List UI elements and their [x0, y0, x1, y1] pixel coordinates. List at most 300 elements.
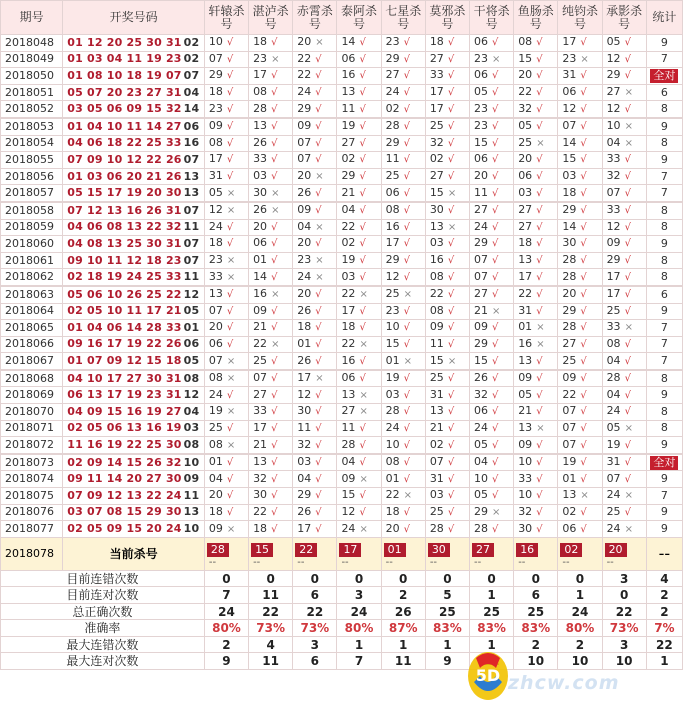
summary-value-cell [425, 587, 469, 604]
stat-value: 9 [660, 388, 668, 402]
kill-number: 18 [429, 35, 444, 49]
summary-value-cell [293, 570, 337, 587]
summary-value-cell [646, 653, 682, 670]
wrong-mark-icon: × [226, 271, 236, 283]
kill-number: 16 [429, 253, 444, 267]
correct-mark-icon: √ [226, 87, 234, 99]
correct-mark-icon: √ [271, 221, 278, 233]
correct-mark-icon: √ [447, 70, 455, 82]
kill-number: 01 [562, 471, 577, 485]
kill-number: 19 [606, 437, 621, 451]
kill-prediction-cell [470, 118, 514, 135]
kill-number: 28 [385, 404, 400, 418]
draw-numbers-cell [63, 437, 205, 454]
current-stat-dash: -- [658, 544, 671, 564]
current-kill-number: 22 [295, 543, 317, 557]
kill-number: 31 [208, 169, 223, 183]
red-balls: 09 16 17 19 22 26 [67, 337, 182, 351]
kill-number: 28 [562, 320, 577, 334]
wrong-mark-icon: × [359, 406, 368, 418]
draw-numbers-cell [63, 252, 205, 269]
kill-number: 32 [297, 437, 312, 451]
correct-mark-icon: √ [403, 457, 410, 469]
issue-number: 2018076 [5, 505, 54, 519]
summary-value-cell [204, 587, 248, 604]
kill-number: 29 [208, 68, 223, 82]
kill-prediction-cell [425, 68, 469, 85]
kill-prediction-cell [204, 437, 248, 454]
kill-number: 17 [562, 35, 577, 49]
kill-prediction-cell [204, 404, 248, 421]
correct-mark-icon: √ [447, 255, 455, 267]
kill-number: 32 [518, 504, 533, 518]
kill-number: 22 [253, 336, 268, 350]
kill-prediction-cell [293, 420, 337, 437]
table-row [1, 504, 683, 521]
kill-number: 17 [208, 152, 223, 166]
kill-prediction-cell [470, 437, 514, 454]
wrong-mark-icon: × [271, 289, 280, 301]
summary-value-cell [558, 587, 602, 604]
stat-cell [646, 404, 682, 421]
summary-value: 0 [487, 571, 496, 586]
kill-prediction-cell [602, 286, 646, 303]
header-3 [249, 1, 293, 35]
correct-mark-icon: √ [271, 171, 278, 183]
kill-number: 27 [562, 336, 577, 350]
correct-mark-icon: √ [271, 37, 278, 49]
summary-label: 准确率 [84, 621, 121, 636]
table-row [1, 454, 683, 471]
correct-mark-icon: √ [359, 322, 366, 334]
current-kill-cell [602, 537, 646, 570]
kill-prediction-cell [337, 185, 381, 202]
issue-number: 2018050 [5, 68, 54, 82]
kill-prediction-cell [249, 336, 293, 353]
stat-value: 7 [660, 354, 668, 368]
current-kill-result: -- [341, 556, 349, 568]
kill-number: 05 [518, 119, 533, 133]
correct-mark-icon: √ [492, 255, 499, 267]
kill-number: 24 [297, 269, 312, 283]
kill-prediction-cell [425, 437, 469, 454]
kill-prediction-cell [337, 404, 381, 421]
correct-mark-icon: √ [359, 70, 366, 82]
table-row [1, 152, 683, 169]
correct-mark-icon: √ [580, 238, 587, 250]
summary-value-cell [337, 603, 381, 620]
kill-number: 11 [297, 420, 312, 434]
kill-number: 07 [297, 135, 312, 149]
summary-value: 26 [394, 604, 412, 619]
draw-numbers-cell [63, 152, 205, 169]
wrong-mark-icon: × [315, 221, 324, 233]
correct-mark-icon: √ [447, 121, 455, 133]
correct-mark-icon: √ [359, 53, 366, 65]
summary-label-cell [1, 653, 205, 670]
table-row [1, 219, 683, 236]
kill-number: 22 [518, 85, 533, 99]
kill-prediction-cell [514, 219, 558, 236]
kill-prediction-cell [470, 504, 514, 521]
summary-value: 3 [619, 571, 629, 586]
issue-number: 2018067 [5, 354, 54, 368]
kill-prediction-cell [381, 135, 425, 152]
summary-row [1, 587, 683, 604]
wrong-mark-icon: × [624, 490, 633, 502]
kill-prediction-cell [381, 168, 425, 185]
summary-value-cell [514, 620, 558, 637]
summary-value-cell [381, 636, 425, 653]
kill-number: 20 [297, 236, 312, 250]
table-row [1, 521, 683, 538]
stat-cell [646, 353, 682, 370]
kill-number: 32 [253, 471, 268, 485]
issue-number: 2018065 [5, 320, 54, 334]
kill-prediction-cell [558, 101, 602, 118]
wrong-mark-icon: × [271, 53, 280, 65]
kill-number: 22 [341, 219, 356, 233]
stat-value: 9 [660, 472, 668, 486]
correct-mark-icon: √ [580, 523, 587, 535]
kill-number: 29 [562, 303, 577, 317]
kill-prediction-cell [470, 370, 514, 387]
draw-numbers-cell [63, 387, 205, 404]
correct-mark-icon: √ [624, 289, 631, 301]
kill-prediction-cell [204, 320, 248, 337]
stat-cell [646, 236, 682, 253]
correct-mark-icon: √ [359, 121, 366, 133]
correct-mark-icon: √ [580, 373, 587, 385]
kill-number: 18 [385, 504, 400, 518]
kill-prediction-cell [425, 521, 469, 538]
blue-ball: 04 [183, 85, 200, 99]
summary-value: 0 [354, 571, 364, 586]
header-line: 号 [618, 16, 631, 31]
kill-number: 07 [208, 51, 223, 65]
correct-mark-icon: √ [226, 305, 234, 317]
kill-prediction-cell [249, 51, 293, 68]
kill-number: 23 [253, 51, 268, 65]
kill-number: 13 [341, 387, 356, 401]
stat-cell [646, 202, 682, 219]
kill-number: 13 [429, 404, 444, 418]
kill-number: 22 [341, 287, 356, 301]
kill-number: 15 [474, 135, 488, 149]
wrong-mark-icon: × [624, 322, 633, 334]
kill-prediction-cell [249, 437, 293, 454]
correct-mark-icon: √ [447, 473, 455, 485]
kill-prediction-cell [249, 320, 293, 337]
kill-prediction-cell [425, 135, 469, 152]
correct-mark-icon: √ [271, 322, 278, 334]
kill-number: 04 [341, 455, 356, 469]
draw-numbers-cell [63, 101, 205, 118]
correct-mark-icon: √ [580, 205, 587, 217]
kill-prediction-cell [514, 84, 558, 101]
kill-prediction-cell [470, 219, 514, 236]
draw-numbers-cell [63, 454, 205, 471]
summary-label-cell [1, 587, 205, 604]
table-row [1, 118, 683, 135]
kill-number: 28 [474, 521, 488, 535]
issue-number: 2018068 [5, 371, 54, 385]
kill-number: 24 [474, 420, 488, 434]
kill-prediction-cell [381, 202, 425, 219]
kill-number: 27 [429, 169, 444, 183]
blue-ball: 07 [183, 236, 200, 250]
kill-number: 09 [341, 471, 356, 485]
summary-value: 25 [527, 604, 545, 619]
kill-number: 27 [253, 387, 268, 401]
kill-number: 08 [253, 85, 268, 99]
kill-prediction-cell [249, 219, 293, 236]
correct-mark-icon: √ [580, 305, 587, 317]
kill-number: 25 [385, 287, 400, 301]
kill-prediction-cell [470, 420, 514, 437]
issue-number: 2018063 [5, 287, 54, 301]
watermark-text: zhcw.com [508, 672, 620, 694]
kill-number: 25 [562, 353, 577, 367]
correct-mark-icon: √ [580, 506, 587, 518]
kill-number: 06 [341, 51, 356, 65]
kill-number: 20 [385, 521, 400, 535]
draw-numbers-cell [63, 68, 205, 85]
kill-number: 08 [429, 303, 444, 317]
summary-label-cell [1, 570, 205, 587]
summary-value: 9 [443, 654, 452, 669]
kill-prediction-cell [470, 471, 514, 488]
wrong-mark-icon: × [536, 422, 545, 434]
kill-prediction-cell [249, 118, 293, 135]
all-correct-badge: 全对 [650, 69, 678, 83]
summary-value-cell [514, 587, 558, 604]
kill-prediction-cell [249, 488, 293, 505]
correct-mark-icon: √ [403, 506, 410, 518]
correct-mark-icon: √ [624, 373, 631, 385]
header-line: 泰阿杀 [341, 3, 378, 18]
correct-mark-icon: √ [271, 271, 278, 283]
current-kill-result: -- [518, 556, 526, 568]
red-balls: 04 09 15 16 19 27 [67, 404, 182, 418]
kill-number: 05 [474, 437, 488, 451]
kill-number: 23 [562, 51, 577, 65]
kill-prediction-cell [381, 353, 425, 370]
kill-number: 16 [341, 68, 356, 82]
header-7 [425, 1, 469, 35]
kill-prediction-cell [337, 68, 381, 85]
kill-prediction-cell [470, 185, 514, 202]
wrong-mark-icon: × [315, 171, 324, 183]
kill-prediction-cell [558, 219, 602, 236]
kill-number: 11 [429, 336, 444, 350]
summary-value-cell [425, 603, 469, 620]
summary-value-cell [558, 636, 602, 653]
kill-prediction-cell [425, 152, 469, 169]
kill-prediction-cell [204, 252, 248, 269]
correct-mark-icon: √ [271, 523, 278, 535]
summary-label: 最大连错次数 [66, 637, 139, 652]
table-row [1, 185, 683, 202]
kill-prediction-cell [204, 387, 248, 404]
wrong-mark-icon: × [226, 406, 236, 418]
header-8 [470, 1, 514, 35]
correct-mark-icon: √ [315, 187, 322, 199]
correct-mark-icon: √ [359, 103, 366, 115]
correct-mark-icon: √ [447, 439, 455, 451]
kill-number: 07 [253, 371, 268, 385]
kill-number: 18 [208, 236, 223, 250]
kill-prediction-cell [558, 202, 602, 219]
correct-mark-icon: √ [447, 406, 455, 418]
header-line: 承影杀 [606, 3, 643, 18]
kill-number: 33 [253, 152, 268, 166]
stat-cell [646, 320, 682, 337]
correct-mark-icon: √ [315, 103, 322, 115]
kill-prediction-cell [514, 101, 558, 118]
kill-prediction-cell [558, 51, 602, 68]
kill-prediction-cell [425, 51, 469, 68]
table-row [1, 269, 683, 286]
blue-ball: 11 [183, 488, 200, 502]
kill-number: 20 [253, 219, 268, 233]
kill-prediction-cell [514, 118, 558, 135]
summary-value: 2 [660, 588, 669, 603]
kill-prediction-cell [293, 370, 337, 387]
kill-prediction-cell [425, 84, 469, 101]
kill-number: 08 [208, 371, 223, 385]
kill-number: 25 [385, 169, 400, 183]
correct-mark-icon: √ [271, 457, 278, 469]
wrong-mark-icon: × [536, 338, 545, 350]
kill-number: 28 [341, 437, 356, 451]
correct-mark-icon: √ [536, 238, 543, 250]
kill-prediction-cell [558, 420, 602, 437]
issue-cell [1, 488, 63, 505]
kill-prediction-cell [514, 521, 558, 538]
kill-prediction-cell [602, 488, 646, 505]
kill-prediction-cell [558, 84, 602, 101]
stat-cell [646, 303, 682, 320]
kill-prediction-cell [204, 269, 248, 286]
wrong-mark-icon: × [226, 439, 236, 451]
kill-prediction-cell [602, 68, 646, 85]
correct-mark-icon: √ [403, 70, 410, 82]
kill-prediction-cell [249, 471, 293, 488]
correct-mark-icon: √ [580, 457, 587, 469]
current-kill-result: -- [562, 556, 570, 568]
kill-prediction-cell [293, 320, 337, 337]
kill-prediction-cell [293, 286, 337, 303]
correct-mark-icon: √ [359, 154, 366, 166]
kill-prediction-cell [470, 488, 514, 505]
correct-mark-icon: √ [271, 154, 278, 166]
header-line: 干将杀 [473, 3, 510, 18]
kill-prediction-cell [470, 454, 514, 471]
wrong-mark-icon: × [447, 187, 457, 199]
kill-number: 33 [518, 471, 533, 485]
summary-value: 2 [531, 637, 540, 652]
kill-prediction-cell [514, 320, 558, 337]
correct-mark-icon: √ [492, 87, 499, 99]
kill-number: 04 [208, 471, 223, 485]
correct-mark-icon: √ [536, 53, 543, 65]
table-row [1, 135, 683, 152]
header-11 [602, 1, 646, 35]
correct-mark-icon: √ [271, 506, 278, 518]
kill-prediction-cell [558, 35, 602, 52]
current-kill-cell [204, 537, 248, 570]
header-line: 号 [485, 16, 498, 31]
kill-prediction-cell [514, 488, 558, 505]
current-kill-result: -- [606, 556, 614, 568]
kill-prediction-cell [381, 454, 425, 471]
correct-mark-icon: √ [315, 121, 322, 133]
kill-prediction-cell [337, 51, 381, 68]
correct-mark-icon: √ [580, 422, 587, 434]
kill-prediction-cell [602, 353, 646, 370]
correct-mark-icon: √ [492, 355, 499, 367]
kill-prediction-cell [558, 471, 602, 488]
issue-number: 2018055 [5, 152, 54, 166]
kill-prediction-cell [337, 387, 381, 404]
summary-value: 3 [619, 637, 629, 652]
table-row [1, 101, 683, 118]
kill-prediction-cell [514, 303, 558, 320]
correct-mark-icon: √ [359, 205, 366, 217]
kill-prediction-cell [425, 303, 469, 320]
blue-ball: 14 [183, 102, 200, 116]
stat-cell [646, 185, 682, 202]
current-kill-result: -- [208, 556, 217, 568]
summary-value: 25 [439, 604, 456, 619]
kill-prediction-cell [293, 387, 337, 404]
kill-prediction-cell [204, 488, 248, 505]
kill-prediction-cell [425, 118, 469, 135]
wrong-mark-icon: × [359, 523, 368, 535]
kill-prediction-cell [293, 504, 337, 521]
summary-value-cell [646, 570, 682, 587]
kill-number: 18 [253, 521, 268, 535]
correct-mark-icon: √ [447, 305, 455, 317]
kill-number: 20 [518, 152, 533, 166]
kill-prediction-cell [558, 353, 602, 370]
kill-prediction-cell [337, 521, 381, 538]
kill-number: 30 [518, 521, 533, 535]
correct-mark-icon: √ [403, 255, 410, 267]
wrong-mark-icon: × [580, 53, 589, 65]
correct-mark-icon: √ [403, 53, 410, 65]
blue-ball: 08 [183, 438, 200, 452]
correct-mark-icon: √ [492, 154, 499, 166]
correct-mark-icon: √ [447, 338, 455, 350]
header-9 [514, 1, 558, 35]
summary-value-cell [470, 603, 514, 620]
kill-number: 23 [208, 101, 223, 115]
table-row [1, 51, 683, 68]
summary-value-cell [337, 587, 381, 604]
summary-value-cell [249, 620, 293, 637]
correct-mark-icon: √ [359, 271, 366, 283]
correct-mark-icon: √ [226, 457, 234, 469]
kill-prediction-cell [514, 152, 558, 169]
kill-number: 05 [474, 488, 488, 502]
kill-number: 10 [208, 35, 223, 49]
issue-number: 2018054 [5, 136, 54, 150]
kill-prediction-cell [425, 35, 469, 52]
draw-numbers-cell [63, 118, 205, 135]
kill-prediction-cell [602, 185, 646, 202]
